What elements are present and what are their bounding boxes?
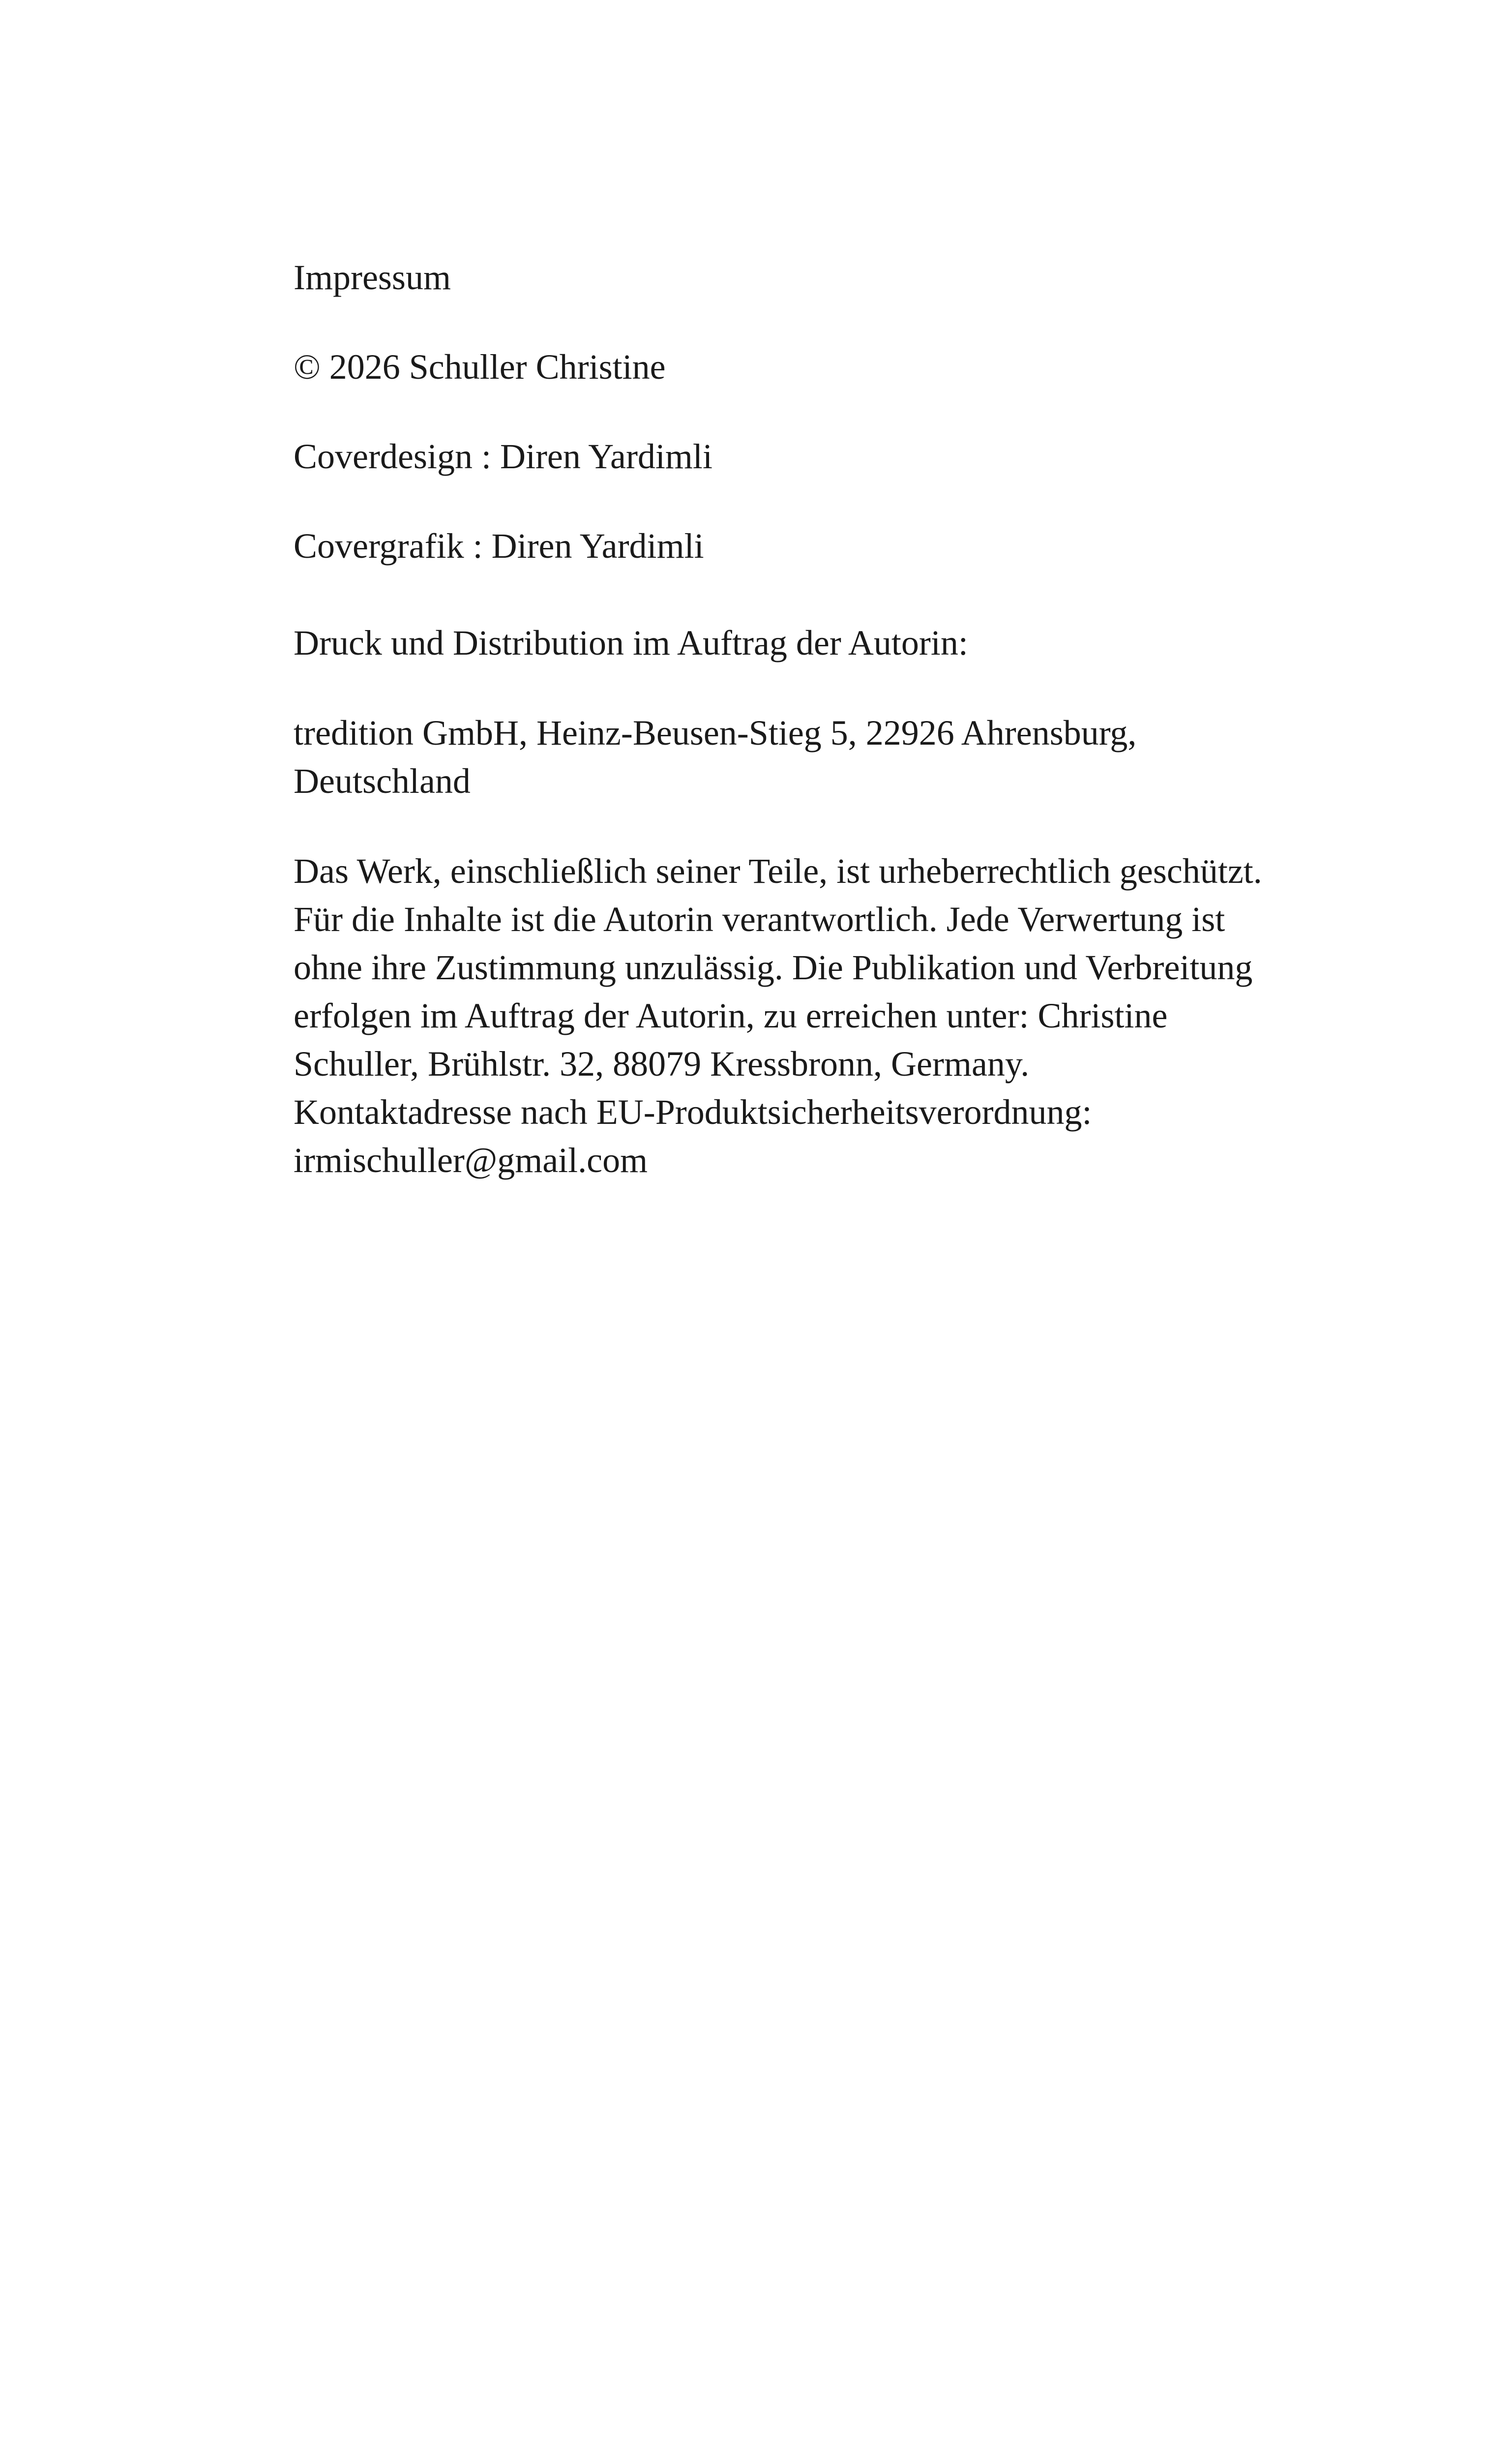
legal-notice-line: erfolgen im Auftrag der Autorin, zu erreichen unter: Christine [294, 996, 1168, 1035]
publisher-address-line: Deutschland [294, 761, 471, 801]
print-distribution-note [294, 619, 1326, 667]
legal-notice-line: ohne ihre Zustimmung unzulässig. Die Publikation und Verbreitung [294, 948, 1253, 987]
coverdesign-text: Coverdesign : Diren Yardimli [294, 437, 712, 476]
copyright-notice [294, 343, 1326, 391]
imprint-heading-text: Impressum [294, 258, 451, 297]
covergrafik-text: Covergrafik : Diren Yardimli [294, 526, 704, 566]
covergrafik-credit [294, 522, 1326, 570]
publisher-address [294, 709, 1326, 805]
print-distribution-text: Druck und Distribution im Auftrag der Autorin: [294, 623, 968, 663]
publisher-address-line: tredition GmbH, Heinz-Beusen-Stieg 5, 22926 Ahrensburg, [294, 713, 1137, 753]
legal-notice-line: Das Werk, einschließlich seiner Teile, ist urheberrechtlich geschützt. [294, 851, 1262, 891]
contact-email: irmischuller@gmail.com [294, 1141, 648, 1180]
legal-notice [294, 847, 1326, 1184]
legal-notice-line: Schuller, Brühlstr. 32, 88079 Kressbronn, Germany. [294, 1044, 1030, 1084]
legal-notice-line: Kontaktadresse nach EU-Produktsicherheitsverordnung: [294, 1092, 1092, 1132]
copyright-text: © 2026 Schuller Christine [294, 347, 666, 387]
coverdesign-credit [294, 432, 1326, 481]
legal-notice-line: Für die Inhalte ist die Autorin verantwortlich. Jede Verwertung ist [294, 900, 1225, 939]
imprint-heading [294, 253, 1326, 302]
